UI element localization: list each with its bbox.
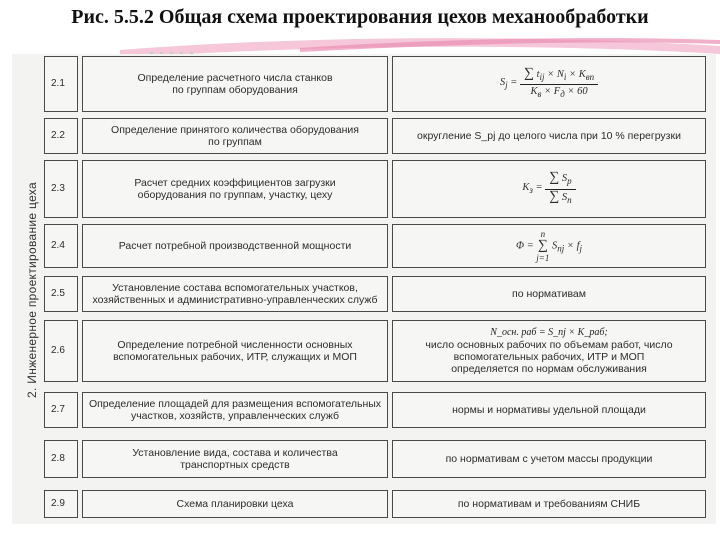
row-number: 2.8 — [44, 440, 78, 478]
row-description — [82, 276, 388, 312]
note-cell — [392, 440, 706, 478]
row-description — [82, 160, 388, 218]
row-description — [82, 320, 388, 382]
row-description-text: Расчет потребной производственной мощности — [118, 240, 352, 252]
formula-lhs: $K_з$ = — [522, 181, 546, 196]
row-number: 2.6 — [44, 320, 78, 382]
table-row — [44, 440, 716, 478]
table-row — [44, 224, 716, 268]
table-row — [44, 56, 716, 112]
row-description-text: Установление вида, состава и количества транспортных средств — [132, 447, 338, 471]
formula-lhs: $S_j$ = — [499, 76, 520, 91]
formula-text: Φ = n ∑ j=1 $S_{пj} \times f_j$ — [515, 229, 583, 263]
row-description-text: Определение площадей для размещения вспомогательных участков, хозяйств, управленческих служб — [88, 398, 382, 422]
formula-cell — [392, 56, 706, 112]
note-cell — [392, 320, 706, 382]
row-description-text: Определение расчетного числа станков по группам оборудования — [137, 72, 333, 96]
note-text: по нормативам — [512, 288, 586, 300]
note-cell — [392, 490, 706, 518]
row-number: 2.3 — [44, 160, 78, 218]
row-description — [82, 440, 388, 478]
row-number: 2.7 — [44, 392, 78, 428]
page-title: Рис. 5.5.2 Общая схема проектирования цехов механообработки — [71, 6, 649, 28]
note-cell — [392, 392, 706, 428]
formula-cell — [392, 160, 706, 218]
table-row — [44, 392, 716, 428]
row-number: 2.5 — [44, 276, 78, 312]
row-number: 2.4 — [44, 224, 78, 268]
row-description-text: Схема планировки цеха — [176, 498, 294, 510]
row-description-text: Расчет средних коэффициентов загрузки оборудования по группам, участку, цеху — [134, 177, 336, 201]
row-description — [82, 392, 388, 428]
row-description-text: Установление состава вспомогательных участков, хозяйственных и административно-управленческих служб — [92, 282, 378, 306]
table-row — [44, 118, 716, 154]
table-row — [44, 320, 716, 382]
note-text: нормы и нормативы удельной площади — [452, 404, 646, 416]
note-text: по нормативам и требованиям СНИБ — [457, 498, 641, 510]
formula-cell — [392, 224, 706, 268]
table-row — [44, 276, 716, 312]
row-number: 2.1 — [44, 56, 78, 112]
row-description-text: Определение принятого количества оборудования по группам — [111, 124, 359, 148]
note-cell — [392, 118, 706, 154]
row-number: 2.2 — [44, 118, 78, 154]
formula-fraction: ∑ $t_{ij} \times N_i \times K_{вп}$ $K_в \times F_д \times 60$ — [520, 68, 598, 100]
note-cell — [392, 276, 706, 312]
row-number: 2.9 — [44, 490, 78, 518]
row-description — [82, 490, 388, 518]
vertical-label-text: 2. Инженерное проектирование цеха — [25, 182, 39, 398]
formula-line: N_осн. раб = S_пj × K_раб; — [490, 327, 608, 338]
row-description — [82, 224, 388, 268]
note-text: число основных рабочих по объемам работ, число вспомогательных рабочих, ИТР и МОП определяется по нормам обслуживания — [425, 339, 673, 375]
note-text: округление S_рj до целого числа при 10 % перегрузки — [417, 130, 681, 142]
note-text: по нормативам с учетом массы продукции — [445, 453, 653, 465]
row-description — [82, 118, 388, 154]
formula-fraction: ∑ $S_р$ ∑ $S_п$ — [545, 172, 575, 205]
table-row — [44, 160, 716, 218]
table-row — [44, 490, 716, 518]
row-description — [82, 56, 388, 112]
vertical-section-label — [18, 70, 46, 510]
row-description-text: Определение потребной численности основных вспомогательных рабочих, ИТР, служащих и МОП — [113, 339, 357, 363]
